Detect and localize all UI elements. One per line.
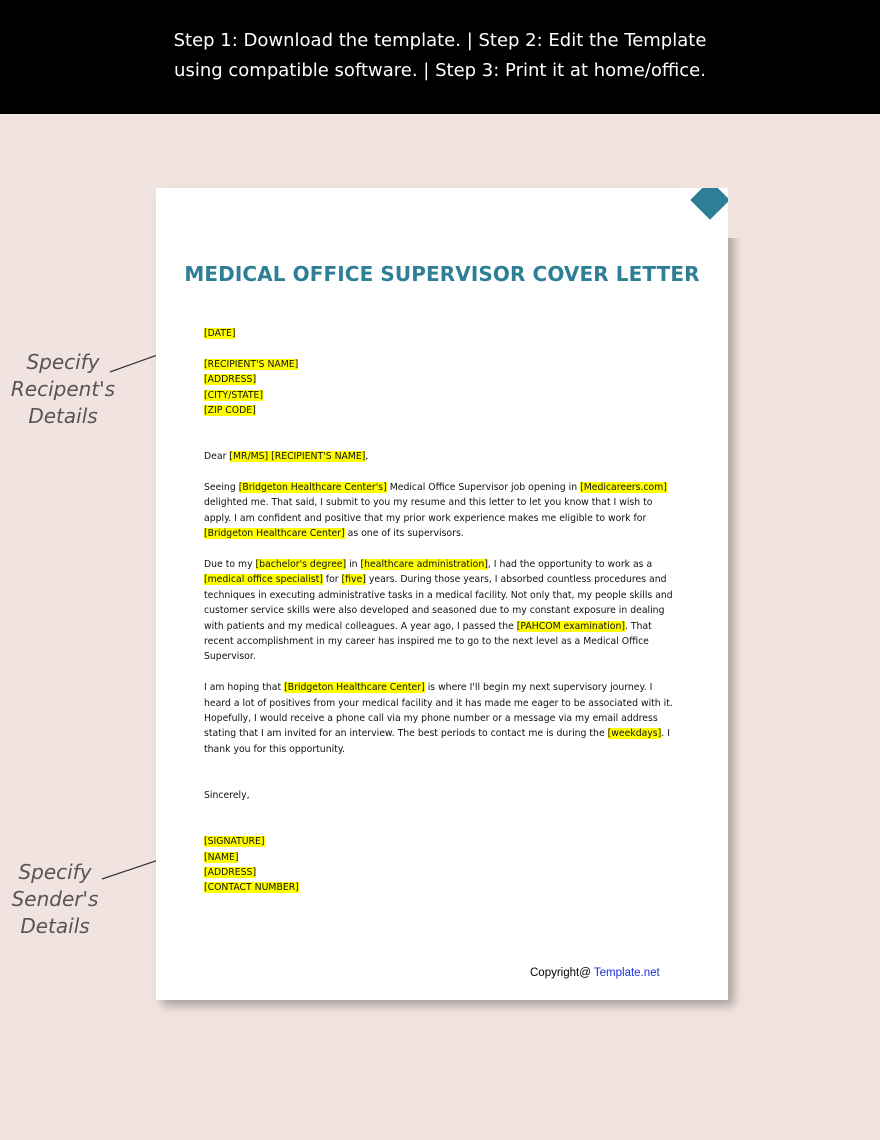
placeholder-field: [five]	[341, 574, 366, 586]
placeholder-field: [medical office specialist]	[204, 574, 323, 586]
letter-title: MEDICAL OFFICE SUPERVISOR COVER LETTER	[184, 262, 700, 286]
date-field: [DATE]	[204, 328, 236, 339]
annotation-line: Sender's	[11, 887, 99, 911]
copyright-notice: Copyright@ Template.net	[530, 967, 660, 979]
letter-page	[156, 188, 728, 1000]
placeholder-field: [PAHCOM examination]	[516, 620, 625, 632]
placeholder-field: [Medicareers.com]	[580, 482, 667, 493]
paragraph-2: Due to my [bachelor's degree] in [healthcare administration], I had the opportunity to work as a [medical office specialist] for [five] years. During those years, I absorbed countless procedures and techniques in executing administrative tasks in a medical facility. Not only that, my people skills and customer service skills were also developed and seasoned due to my constant exposure in dealing with patients and my medical colleagues. A year ago, I passed the [PAHCOM examination]. That recent accomplishment in my career has inspired me to go to the next level as a Medical Office Supervisor.	[204, 559, 673, 663]
recipient-city-state-field: [CITY/STATE]	[204, 389, 264, 401]
recipient-address-field: [ADDRESS]	[204, 374, 257, 386]
annotation-line: Specify	[18, 860, 92, 884]
sender-details-annotation	[4, 859, 106, 940]
placeholder-field: [weekdays]	[607, 728, 662, 740]
annotation-line: Details	[20, 914, 90, 938]
recipient-zip-field: [ZIP CODE]	[204, 405, 256, 417]
placeholder-field: [Bridgeton Healthcare Center]	[284, 682, 425, 694]
salutation-field: [MR/MS] [RECIPIENT'S NAME]	[229, 451, 366, 463]
paragraph-3: I am hoping that [Bridgeton Healthcare Center] is where I'll begin my next supervisory journey. I heard a lot of positives from your medical facility and it has made me eager to be associated with it. Hopefully, I would receive a phone call via my phone number or a message via my email address stating that I am invited for an interview. The best periods to contact me is during the [weekdays]. I thank you for this opportunity.	[204, 682, 673, 755]
recipient-details-annotation	[8, 349, 118, 430]
banner-line-1: Step 1: Download the template. | Step 2: Edit the Template	[173, 30, 707, 51]
letter-body	[204, 326, 674, 896]
corner-mask	[728, 178, 758, 238]
template-net-link[interactable]: Template.net	[593, 967, 660, 979]
placeholder-field: [bachelor's degree]	[255, 559, 347, 571]
placeholder-field: [healthcare administration]	[360, 559, 488, 571]
annotation-line: Details	[28, 404, 98, 428]
sender-address-field: [ADDRESS]	[204, 867, 257, 879]
sender-contact-field: [CONTACT NUMBER]	[204, 882, 299, 894]
signature-field: [SIGNATURE]	[204, 836, 265, 848]
sender-name-field: [NAME]	[204, 851, 239, 863]
annotation-line: Recipent's	[10, 377, 116, 401]
placeholder-field: [Bridgeton Healthcare Center]	[204, 528, 345, 540]
paragraph-1: Seeing [Bridgeton Healthcare Center's] Medical Office Supervisor job opening in [Medicareers.com] delighted me. That said, I submit to you my resume and this letter to let you know that I wish to apply. I am confident and positive that my prior work experience makes me eligible to work for [Bridgeton Healthcare Center] as one of its supervisors.	[204, 482, 667, 540]
placeholder-field: [Bridgeton Healthcare Center's]	[238, 482, 387, 493]
annotation-line: Specify	[26, 350, 100, 374]
recipient-name-field: [RECIPIENT'S NAME]	[204, 358, 299, 370]
salutation: Dear [MR/MS] [RECIPIENT'S NAME],	[204, 451, 369, 463]
banner-line-2: using compatible software. | Step 3: Print it at home/office.	[174, 60, 706, 81]
closing: Sincerely,	[204, 790, 250, 802]
